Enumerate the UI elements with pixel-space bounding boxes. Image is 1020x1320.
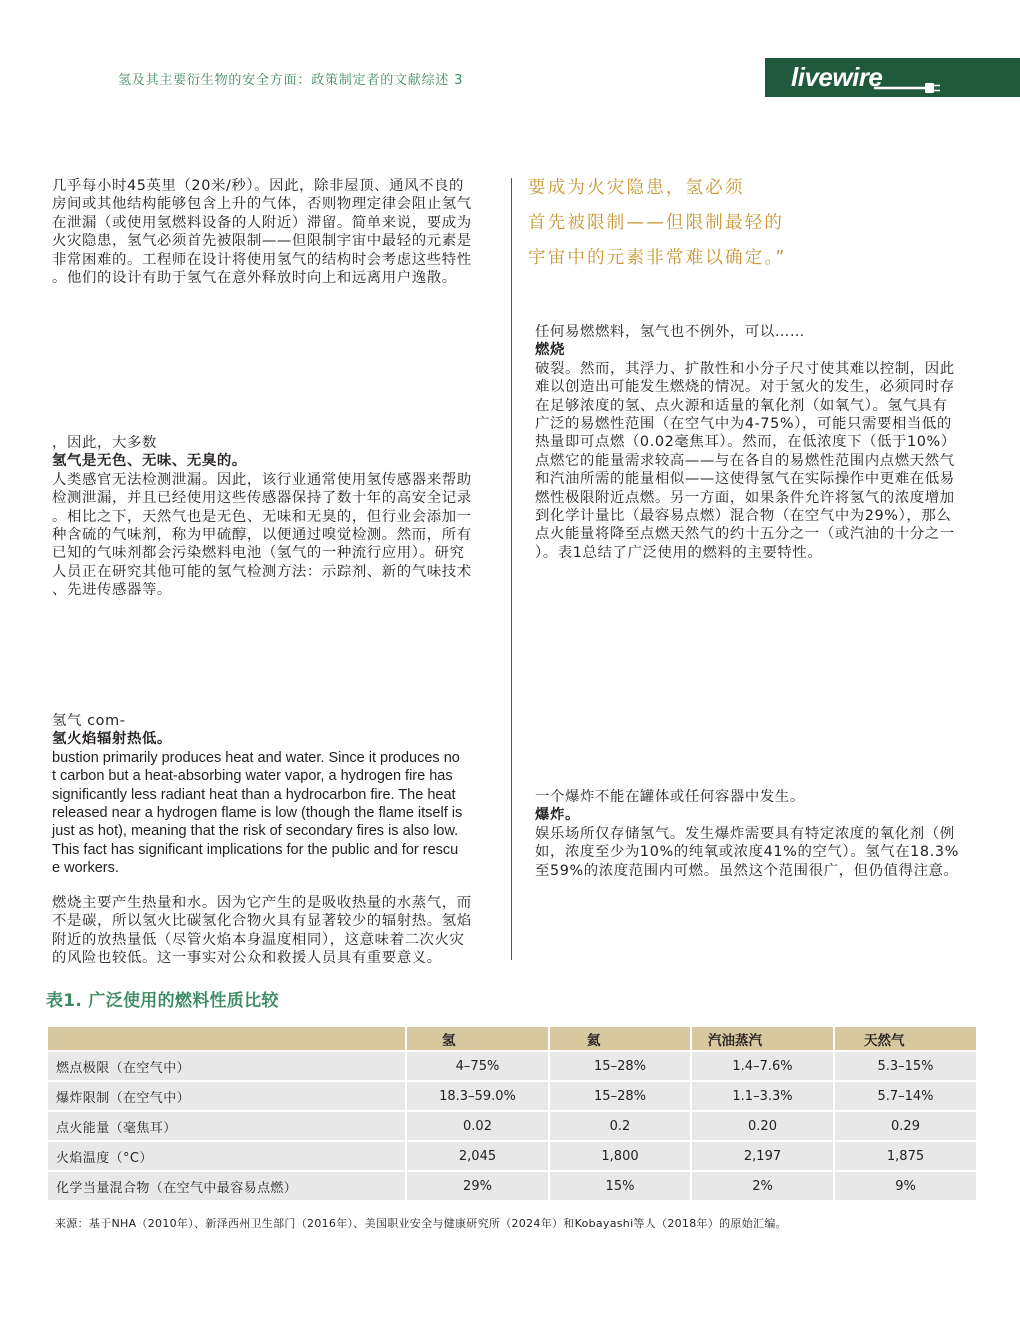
body-text-line: 娱乐场所仅存储氢气。发生爆炸需要具有特定浓度的氧化剂（例 bbox=[535, 825, 955, 842]
pull-quote bbox=[528, 171, 787, 276]
table-cell: 0.2 bbox=[549, 1111, 691, 1141]
paragraph-lead: 一个爆炸不能在罐体或任何容器中发生。 bbox=[535, 789, 805, 805]
right-paragraph-2 bbox=[535, 788, 995, 880]
row-label: 火焰温度（°C） bbox=[47, 1141, 406, 1171]
english-text-line: e workers. bbox=[52, 860, 119, 877]
left-paragraph-2 bbox=[52, 434, 512, 600]
column-header: 汽油蒸汽 bbox=[691, 1026, 834, 1051]
body-text-line: 到化学计量比（最容易点燃）混合物（在空气中为29%），那么 bbox=[535, 508, 952, 525]
table-cell: 1,875 bbox=[834, 1141, 977, 1171]
table-cell: 18.3–59.0% bbox=[406, 1081, 549, 1111]
body-text-line: 的风险也较低。这一事实对公众和救援人员具有重要意义。 bbox=[52, 950, 442, 967]
paragraph-heading: 氢气是无色、无味、无臭的。 bbox=[52, 453, 247, 470]
pull-quote-line: 首先被限制——但限制最轻的 bbox=[528, 213, 785, 233]
body-text-line: 已知的气味剂都会污染燃料电池（氢气的一种流行应用）。研究 bbox=[52, 545, 465, 562]
table-cell: 0.29 bbox=[834, 1111, 977, 1141]
body-text-line: 热量即可点燃（0.02毫焦耳）。然而，在低浓度下（低于10%） bbox=[535, 434, 956, 451]
pull-quote-line: 要成为火灾隐患，氢必须 bbox=[528, 178, 745, 198]
fuel-properties-table bbox=[46, 1025, 978, 1202]
table-cell: 2,045 bbox=[406, 1141, 549, 1171]
body-text-line: 和汽油所需的能量相似——这使得氢气在实际操作中更难在低易 bbox=[535, 471, 955, 488]
table-cell: 15–28% bbox=[549, 1051, 691, 1081]
body-text-line: 。相比之下，天然气也是无色、无味和无臭的，但行业会添加一 bbox=[52, 508, 472, 525]
paragraph-lead: 氢气 com- bbox=[52, 713, 126, 729]
table-cell: 1,800 bbox=[549, 1141, 691, 1171]
left-paragraph-4 bbox=[52, 894, 512, 968]
table-source-note: 来源：基于NHA（2010年）、新泽西州卫生部门（2016年）、美国职业安全与健康研究所（2024年）和Kobayashi等人（2018年）的原始汇编。 bbox=[55, 1217, 787, 1230]
table-corner-cell bbox=[47, 1026, 406, 1051]
table-row bbox=[47, 1111, 977, 1141]
table-cell: 15% bbox=[549, 1171, 691, 1201]
body-text-line: 、先进传感器等。 bbox=[52, 582, 172, 599]
livewire-logo bbox=[765, 58, 1020, 97]
fuel-table-body bbox=[47, 1051, 977, 1201]
english-text-line: bustion primarily produces heat and water. Since it produces no bbox=[52, 749, 460, 766]
body-text-line: 至59%的浓度范围内可燃。虽然这个范围很广，但仍值得注意。 bbox=[535, 862, 959, 879]
english-text-line: significantly less radiant heat than a hydrocarbon fire. The heat bbox=[52, 786, 456, 803]
fuel-table-header-row bbox=[47, 1026, 977, 1051]
logo-wordmark: livewire bbox=[791, 62, 883, 92]
paragraph-heading: 爆炸。 bbox=[535, 807, 580, 824]
body-text-line: 不是碳，所以氢火比碳氢化合物火具有显著较少的辐射热。氢焰 bbox=[52, 913, 472, 930]
table-row bbox=[47, 1051, 977, 1081]
paragraph-lead: 任何易燃燃料，氢气也不例外，可以…… bbox=[535, 324, 805, 340]
body-text-line: 几乎每小时45英里（20米/秒）。因此，除非屋顶、通风不良的 bbox=[52, 178, 465, 194]
table-cell: 0.02 bbox=[406, 1111, 549, 1141]
body-text-line: 房间或其他结构能够包含上升的气体，否则物理定律会阻止氢气 bbox=[52, 196, 472, 213]
english-text-line: just as hot), meaning that the risk of secondary fires is also low. bbox=[52, 823, 459, 840]
paragraph-heading: 氢火焰辐射热低。 bbox=[52, 731, 172, 748]
table-title: 表1. 广泛使用的燃料性质比较 bbox=[46, 991, 279, 1011]
table-cell: 2,197 bbox=[691, 1141, 834, 1171]
table-cell: 5.7–14% bbox=[834, 1081, 977, 1111]
column-header: 天然气 bbox=[834, 1026, 977, 1051]
body-text-line: 广泛的易燃性范围（在空气中为4-75%），可能只需要相当低的 bbox=[535, 416, 952, 433]
body-text-line: 检测泄漏，并且已经使用这些传感器保持了数十年的高安全记录 bbox=[52, 490, 472, 507]
body-text-line: 种含硫的气味剂，称为甲硫醇，以便通过嗅觉检测。然而，所有 bbox=[52, 527, 472, 544]
body-text-line: 。他们的设计有助于氢气在意外释放时向上和远离用户逸散。 bbox=[52, 270, 457, 287]
row-label: 燃点极限（在空气中） bbox=[47, 1051, 406, 1081]
table-cell: 2% bbox=[691, 1171, 834, 1201]
table-row bbox=[47, 1171, 977, 1201]
table-cell: 4–75% bbox=[406, 1051, 549, 1081]
table-cell: 29% bbox=[406, 1171, 549, 1201]
row-label: 化学当量混合物（在空气中最容易点燃） bbox=[47, 1171, 406, 1201]
body-text-line: 在泄漏（或使用氢燃料设备的人附近）滞留。简单来说，要成为 bbox=[52, 214, 472, 231]
table-row bbox=[47, 1141, 977, 1171]
body-text-line: 点火能量将降至点燃天然气的约十五分之一（或汽油的十分之一 bbox=[535, 526, 955, 543]
body-text-line: 如，浓度至少为10%的纯氧或浓度41%的空气）。氢气在18.3% bbox=[535, 844, 959, 861]
table-cell: 9% bbox=[834, 1171, 977, 1201]
table-cell: 1.1–3.3% bbox=[691, 1081, 834, 1111]
table-cell: 1.4–7.6% bbox=[691, 1051, 834, 1081]
body-text-line: 难以创造出可能发生燃烧的情况。对于氢火的发生，必须同时存 bbox=[535, 379, 955, 396]
pull-quote-line: 宇宙中的元素非常难以确定。” bbox=[528, 248, 787, 268]
table-cell: 5.3–15% bbox=[834, 1051, 977, 1081]
body-text-line: 燃性极限附近点燃。另一方面，如果条件允许将氢气的浓度增加 bbox=[535, 489, 955, 506]
body-text-line: ）。表1总结了广泛使用的燃料的主要特性。 bbox=[535, 544, 823, 561]
column-header: 氦 bbox=[549, 1026, 691, 1051]
running-header-title: 氢及其主要衍生物的安全方面：政策制定者的文献综述 3 bbox=[118, 73, 464, 88]
plug-icon bbox=[765, 58, 1020, 97]
row-label: 点火能量（毫焦耳） bbox=[47, 1111, 406, 1141]
english-text-line: This fact has significant implications for the public and for rescu bbox=[52, 841, 459, 858]
table-cell: 15–28% bbox=[549, 1081, 691, 1111]
body-text-line: 人员正在研究其他可能的氢气检测方法：示踪剂、新的气味技术 bbox=[52, 563, 472, 580]
english-text-line: released near a hydrogen flame is low (though the flame itself is bbox=[52, 805, 463, 822]
right-paragraph-1 bbox=[535, 323, 995, 562]
paragraph-heading: 燃烧 bbox=[535, 342, 565, 359]
body-text-line: 破裂。然而，其浮力、扩散性和小分子尺寸使其难以控制，因此 bbox=[535, 360, 955, 377]
english-text-line: t carbon but a heat-absorbing water vapor, a hydrogen fire has bbox=[52, 768, 453, 785]
body-text-line: 人类感官无法检测泄漏。因此，该行业通常使用氢传感器来帮助 bbox=[52, 471, 472, 488]
body-text-line: 点燃它的能量需求较高——与在各自的易燃性范围内点燃天然气 bbox=[535, 452, 955, 469]
table-row bbox=[47, 1081, 977, 1111]
left-paragraph-1 bbox=[52, 177, 512, 287]
body-text-line: 附近的放热量低（尽管火焰本身温度相同），这意味着二次火灾 bbox=[52, 931, 465, 948]
body-text-line: 燃烧主要产生热量和水。因为它产生的是吸收热量的水蒸气，而 bbox=[52, 895, 472, 911]
row-label: 爆炸限制（在空气中） bbox=[47, 1081, 406, 1111]
column-header: 氢 bbox=[406, 1026, 549, 1051]
table-cell: 0.20 bbox=[691, 1111, 834, 1141]
body-text-line: 在足够浓度的氢、点火源和适量的氧化剂（如氧气）。氢气具有 bbox=[535, 397, 948, 414]
paragraph-lead: ，因此，大多数 bbox=[52, 435, 157, 451]
body-text-line: 火灾隐患，氢气必须首先被限制——但限制宇宙中最轻的元素是 bbox=[52, 233, 472, 250]
body-text-line: 非常困难的。工程师在设计将使用氢气的结构时会考虑这些特性 bbox=[52, 251, 472, 268]
left-paragraph-3 bbox=[52, 712, 512, 878]
